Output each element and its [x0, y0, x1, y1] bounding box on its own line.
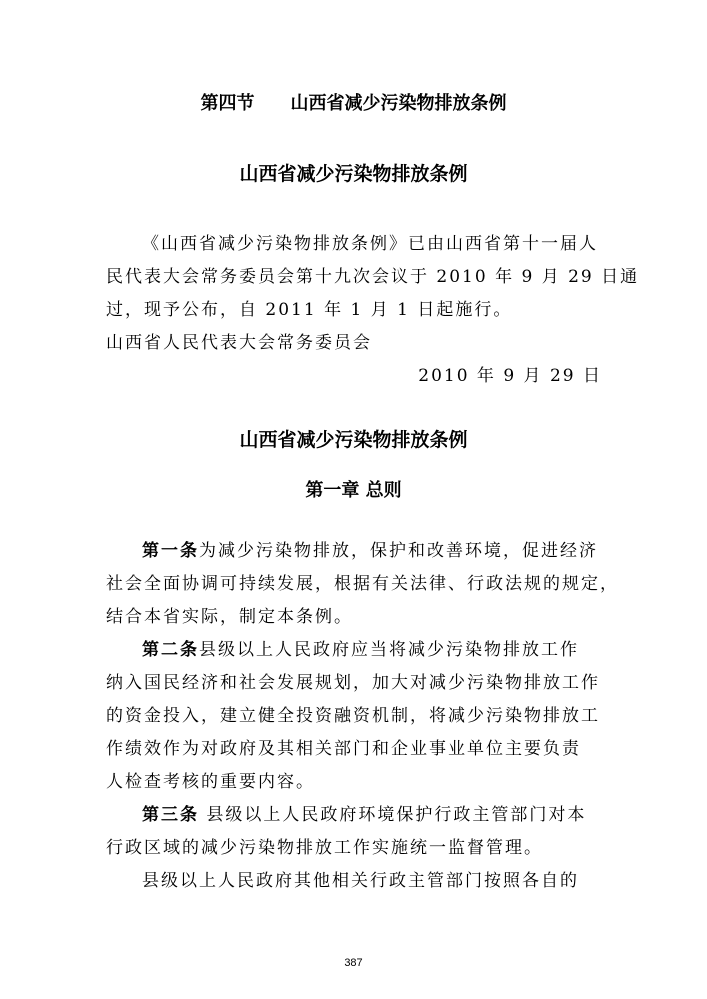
article-line: 纳入国民经济和社会发展规划，加大对减少污染物排放工作	[106, 673, 600, 693]
article-first-line	[106, 535, 602, 568]
article-line: 作绩效作为对政府及其相关部门和企业事业单位主要负责	[106, 739, 581, 759]
paragraph-line: 县级以上人民政府其他相关行政主管部门按照各自的	[142, 871, 579, 891]
article-label: 第三条	[142, 805, 199, 825]
article-label: 第二条	[142, 640, 199, 660]
article-text: 为减少污染物排放，保护和改善环境，促进经济	[199, 541, 598, 561]
announcement-issuer: 山西省人民代表大会常务委员会	[106, 333, 372, 353]
announcement-line: 过，现予公布，自 2011 年 1 月 1 日起施行。	[106, 300, 513, 320]
article-text: 县级以上人民政府应当将减少污染物排放工作	[199, 640, 579, 660]
announcement-line: 《山西省减少污染物排放条例》已由山西省第十一届人	[142, 234, 598, 254]
article-line: 人检查考核的重要内容。	[106, 772, 315, 792]
article-line: 行政区域的减少污染物排放工作实施统一监督管理。	[106, 838, 543, 858]
announcement-date: 2010 年 9 月 29 日	[418, 366, 602, 386]
article-line: 的资金投入，建立健全投资融资机制，将减少污染物排放工	[106, 706, 600, 726]
article-text: 县级以上人民政府环境保护行政主管部门对本	[199, 805, 587, 825]
article-first-line	[106, 634, 602, 667]
announcement-line: 民代表大会常务委员会第十九次会议于 2010 年 9 月 29 日通	[106, 267, 640, 287]
page-number: 387	[344, 957, 363, 969]
regulation-title-repeat: 山西省减少污染物排放条例	[239, 429, 468, 451]
article-line: 社会全面协调可持续发展，根据有关法律、行政法规的规定，	[106, 574, 619, 594]
article-line: 结合本省实际，制定本条例。	[106, 607, 353, 627]
article-first-line	[106, 799, 602, 832]
section-heading: 第四节 山西省减少污染物排放条例	[200, 93, 507, 114]
article-label: 第一条	[142, 541, 199, 561]
articles	[106, 535, 619, 898]
announcement	[106, 228, 640, 393]
regulation-title: 山西省减少污染物排放条例	[239, 163, 468, 185]
chapter-heading: 第一章 总则	[305, 480, 402, 501]
